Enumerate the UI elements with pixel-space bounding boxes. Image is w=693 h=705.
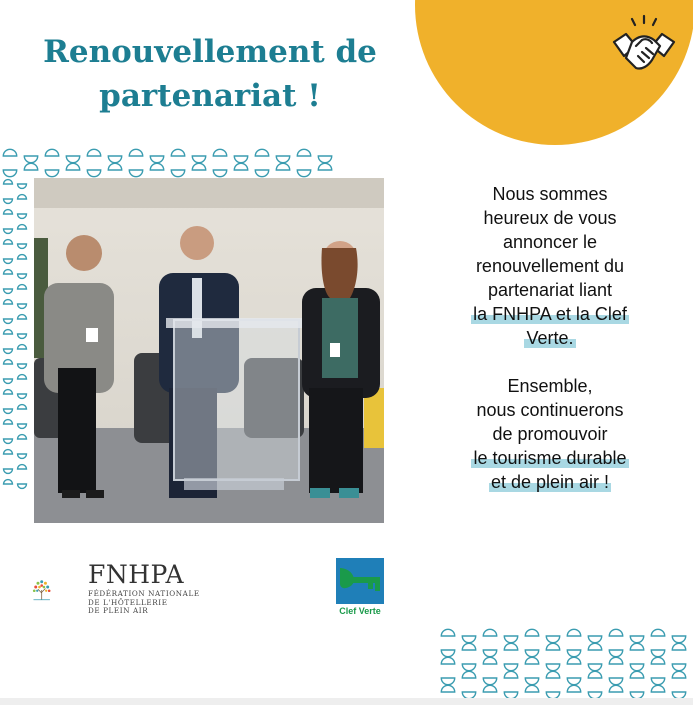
pattern-semicircle <box>588 643 601 650</box>
pattern-semicircle <box>504 671 517 678</box>
pattern-semicircle <box>213 149 226 156</box>
headline-line-2: partenariat ! <box>99 78 321 114</box>
pattern-semicircle <box>462 664 475 671</box>
highlighted-text: et de plein air ! <box>490 472 610 492</box>
pattern-semicircle <box>4 409 13 413</box>
pattern-semicircle <box>45 149 58 156</box>
bottom-edge <box>0 698 693 705</box>
pattern-semicircle <box>588 664 601 671</box>
announcement-line: nous continuerons <box>476 400 624 420</box>
pattern-semicircle <box>87 170 100 177</box>
pattern-semicircle <box>651 629 664 636</box>
announcement-line: heureux de vous <box>483 208 617 228</box>
pattern-semicircle <box>66 156 79 163</box>
announcement-line: partenariat liant <box>487 280 613 300</box>
pattern-semicircle <box>18 255 27 259</box>
pattern-semicircle <box>4 330 13 334</box>
pattern-semicircle <box>4 229 13 233</box>
pattern-semicircle <box>4 420 13 424</box>
pattern-semicircle <box>24 163 37 170</box>
key-logo-icon <box>336 558 384 604</box>
pattern-semicircle <box>18 225 27 229</box>
decorative-pattern-right <box>438 628 693 703</box>
pattern-semicircle <box>525 685 538 692</box>
pattern-semicircle <box>318 163 331 170</box>
pattern-semicircle <box>4 390 13 394</box>
pattern-semicircle <box>504 664 517 671</box>
handshake-icon <box>608 12 680 84</box>
pattern-semicircle <box>4 180 13 184</box>
fnhpa-logo-subtitle <box>88 590 200 616</box>
pattern-semicircle <box>4 349 13 353</box>
fnhpa-subtitle-line: DE L'HÔTELLERIE <box>88 597 168 607</box>
pattern-semicircle <box>18 345 27 349</box>
pattern-semicircle <box>4 379 13 383</box>
pattern-semicircle <box>4 469 13 473</box>
pattern-semicircle <box>441 685 454 692</box>
pattern-semicircle <box>651 657 664 664</box>
pattern-semicircle <box>609 685 622 692</box>
pattern-semicircle <box>483 678 496 685</box>
pattern-semicircle <box>567 629 580 636</box>
pattern-semicircle <box>234 163 247 170</box>
pattern-semicircle <box>318 156 331 163</box>
pattern-semicircle <box>651 685 664 692</box>
pattern-semicircle <box>588 636 601 643</box>
pattern-semicircle <box>297 149 310 156</box>
pattern-semicircle <box>4 270 13 274</box>
highlighted-text: Verte. <box>526 328 574 348</box>
pattern-semicircle <box>441 650 454 657</box>
pattern-semicircle <box>18 484 27 488</box>
pattern-semicircle <box>672 664 685 671</box>
pattern-semicircle <box>651 678 664 685</box>
pattern-semicircle <box>213 170 226 177</box>
pattern-semicircle <box>4 319 13 323</box>
pattern-semicircle <box>630 664 643 671</box>
fnhpa-subtitle-line: FÉDÉRATION NATIONALE <box>88 589 200 598</box>
pattern-semicircle <box>18 405 27 409</box>
pattern-semicircle <box>3 170 16 177</box>
pattern-semicircle <box>18 304 27 308</box>
pattern-semicircle <box>525 657 538 664</box>
pattern-semicircle <box>18 435 27 439</box>
pattern-semicircle <box>150 156 163 163</box>
pattern-semicircle <box>18 315 27 319</box>
announcement-line: renouvellement du <box>475 256 625 276</box>
pattern-semicircle <box>18 244 27 248</box>
pattern-semicircle <box>672 636 685 643</box>
pattern-semicircle <box>4 439 13 443</box>
pattern-semicircle <box>546 636 559 643</box>
pattern-semicircle <box>609 678 622 685</box>
pattern-semicircle <box>546 643 559 650</box>
pattern-semicircle <box>483 657 496 664</box>
pattern-semicircle <box>234 156 247 163</box>
pattern-semicircle <box>4 289 13 293</box>
announcement-text <box>425 182 675 494</box>
pattern-semicircle <box>504 643 517 650</box>
fnhpa-subtitle-line: DE PLEIN AIR <box>88 606 149 615</box>
clef-verte-label: Clef Verte <box>339 606 381 616</box>
pattern-semicircle <box>672 671 685 678</box>
announcement-line: Ensemble, <box>507 376 593 396</box>
pattern-semicircle <box>483 685 496 692</box>
pattern-semicircle <box>255 170 268 177</box>
pattern-semicircle <box>276 156 289 163</box>
pattern-semicircle <box>45 170 58 177</box>
headline <box>20 30 400 118</box>
pattern-semicircle <box>3 149 16 156</box>
pattern-semicircle <box>4 240 13 244</box>
tree-logo-icon <box>32 560 88 620</box>
pattern-semicircle <box>609 657 622 664</box>
pattern-semicircle <box>567 685 580 692</box>
pattern-semicircle <box>18 364 27 368</box>
pattern-semicircle <box>255 149 268 156</box>
pattern-semicircle <box>18 375 27 379</box>
pattern-semicircle <box>504 636 517 643</box>
pattern-semicircle <box>588 671 601 678</box>
pattern-semicircle <box>18 394 27 398</box>
pattern-semicircle <box>129 149 142 156</box>
pattern-semicircle <box>567 657 580 664</box>
pattern-semicircle <box>630 643 643 650</box>
headline-line-1: Renouvellement de <box>43 34 377 70</box>
pattern-semicircle <box>525 650 538 657</box>
pattern-semicircle <box>18 454 27 458</box>
pattern-semicircle <box>462 636 475 643</box>
pattern-semicircle <box>630 671 643 678</box>
pattern-semicircle <box>525 629 538 636</box>
pattern-semicircle <box>4 210 13 214</box>
pattern-semicircle <box>18 285 27 289</box>
pattern-semicircle <box>567 650 580 657</box>
pattern-semicircle <box>87 149 100 156</box>
fnhpa-logo-name: FNHPA <box>88 560 185 589</box>
pattern-semicircle <box>462 671 475 678</box>
pattern-semicircle <box>129 170 142 177</box>
pattern-semicircle <box>609 629 622 636</box>
announcement-line: de promouvoir <box>492 424 608 444</box>
announcement-paragraph-1 <box>425 182 675 350</box>
partners-photo <box>34 178 384 523</box>
pattern-semicircle <box>192 156 205 163</box>
pattern-semicircle <box>18 424 27 428</box>
pattern-semicircle <box>483 650 496 657</box>
pattern-semicircle <box>4 300 13 304</box>
highlighted-text: le tourisme durable <box>473 448 627 468</box>
pattern-semicircle <box>192 163 205 170</box>
pattern-semicircle <box>297 170 310 177</box>
pattern-semicircle <box>108 163 121 170</box>
pattern-semicircle <box>609 650 622 657</box>
pattern-semicircle <box>171 170 184 177</box>
pattern-semicircle <box>567 678 580 685</box>
pattern-semicircle <box>18 195 27 199</box>
pattern-semicircle <box>4 360 13 364</box>
pattern-semicircle <box>150 163 163 170</box>
pattern-semicircle <box>441 657 454 664</box>
pattern-semicircle <box>18 465 27 469</box>
pattern-semicircle <box>4 259 13 263</box>
pattern-semicircle <box>546 671 559 678</box>
pattern-semicircle <box>171 149 184 156</box>
pattern-semicircle <box>651 650 664 657</box>
pattern-semicircle <box>66 163 79 170</box>
announcement-paragraph-2 <box>425 374 675 494</box>
pattern-semicircle <box>672 643 685 650</box>
pattern-semicircle <box>525 678 538 685</box>
pattern-semicircle <box>18 184 27 188</box>
highlighted-text: la FNHPA et la Clef <box>473 304 627 324</box>
pattern-semicircle <box>4 480 13 484</box>
pattern-semicircle <box>4 199 13 203</box>
pattern-semicircle <box>24 156 37 163</box>
pattern-semicircle <box>462 643 475 650</box>
pattern-semicircle <box>483 629 496 636</box>
pattern-semicircle <box>18 334 27 338</box>
pattern-semicircle <box>18 214 27 218</box>
pattern-semicircle <box>546 664 559 671</box>
pattern-semicircle <box>18 274 27 278</box>
pattern-semicircle <box>108 156 121 163</box>
announcement-line: annoncer le <box>502 232 598 252</box>
pattern-semicircle <box>276 163 289 170</box>
pattern-semicircle <box>4 450 13 454</box>
pattern-semicircle <box>441 629 454 636</box>
pattern-semicircle <box>441 678 454 685</box>
pattern-semicircle <box>630 636 643 643</box>
announcement-line: Nous sommes <box>492 184 608 204</box>
